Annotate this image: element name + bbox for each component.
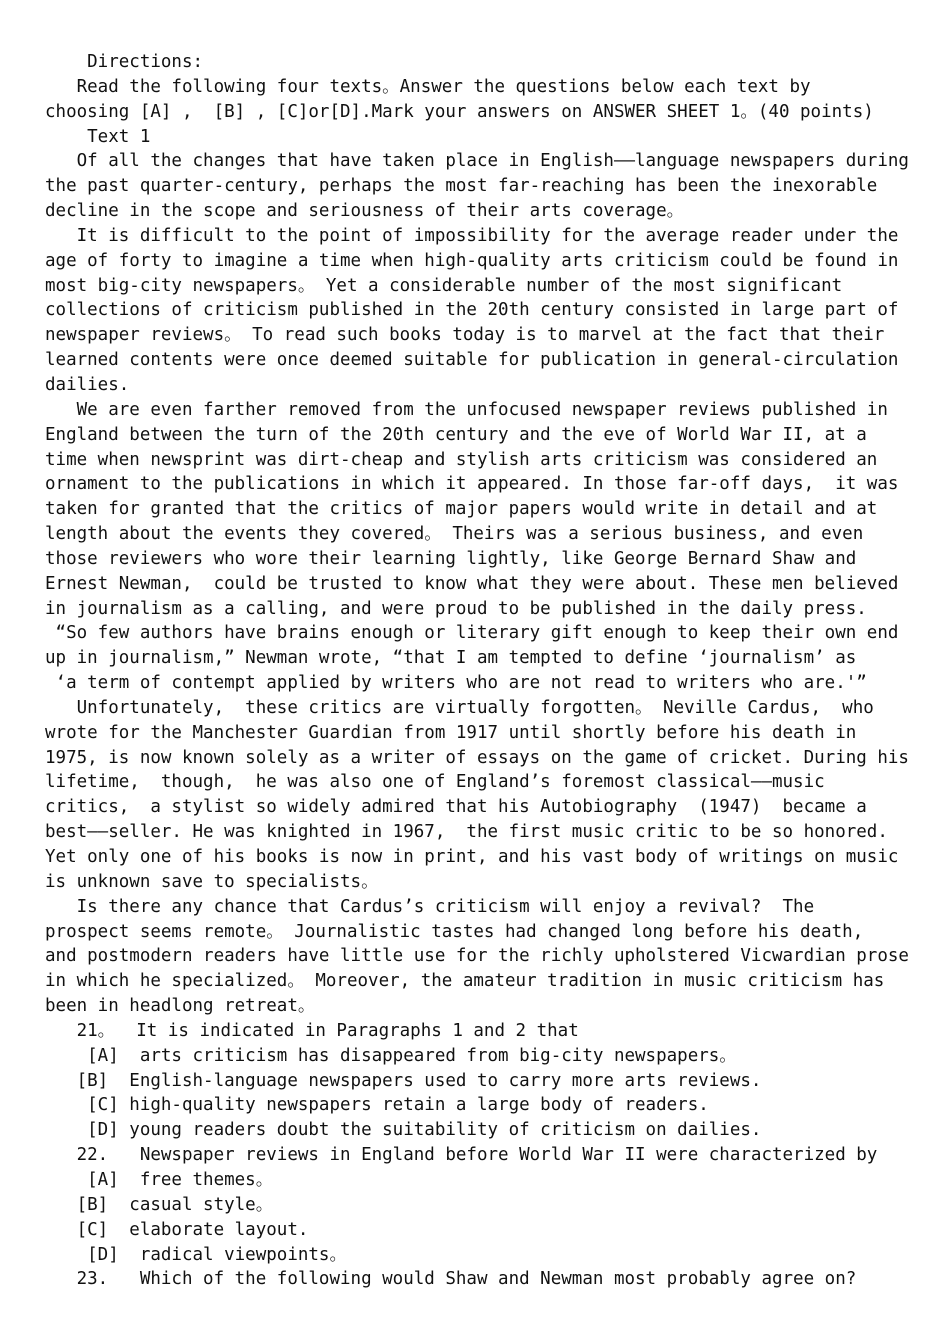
paragraph-4-line: 1975, is now known solely as a writer of essays on the game of cricket. During his [45, 747, 909, 768]
paragraph-3-line: length about the events they covered。 Theirs was a serious business, and even [45, 524, 864, 545]
paragraph-3-line: Ernest Newman, could be trusted to know what they were about. These men believed [45, 573, 899, 594]
question-23-stem: 23. Which of the following would Shaw and Newman most probably agree on? [45, 1269, 857, 1290]
directions-text: Read the following four texts。Answer the questions below each text by [45, 76, 811, 97]
paragraph-4-line: critics, a stylist so widely admired that his Autobiography (1947) became a [45, 797, 867, 818]
paragraph-5-line: prospect seems remote。 Journalistic tastes had changed long before his death, [45, 921, 864, 942]
question-21-option-c: [C] high-quality newspapers retain a large body of readers. [45, 1095, 709, 1116]
paragraph-3-line: ‘a term of contempt applied by writers who are not read to writers who are.'” [45, 673, 867, 694]
paragraph-4-line: Unfortunately, these critics are virtually forgotten。 Neville Cardus, who [45, 697, 874, 718]
paragraph-3-line: ornament to the publications in which it appeared. In those far-off days, it was [45, 474, 899, 495]
paragraph-3-line: “So few authors have brains enough or literary gift enough to keep their own end [45, 623, 899, 644]
paragraph-1-line: the past quarter-century, perhaps the most far-reaching has been the inexorable [45, 176, 878, 197]
question-22-stem: 22. Newspaper reviews in England before World War II were characterized by [45, 1145, 878, 1166]
paragraph-4-line: is unknown save to specialists。 [45, 871, 379, 892]
paragraph-2-line: age of forty to imagine a time when high-quality arts criticism could be found in [45, 250, 899, 271]
paragraph-3-line: in journalism as a calling, and were proud to be published in the daily press. [45, 598, 867, 619]
paragraph-2-line: learned contents were once deemed suitable for publication in general-circulation [45, 350, 899, 371]
paragraph-4-line: wrote for the Manchester Guardian from 1917 until shortly before his death in [45, 722, 857, 743]
question-22-option-c: [C] elaborate layout. [45, 1219, 309, 1240]
paragraph-5-line: been in headlong retreat。 [45, 996, 316, 1017]
paragraph-3-line: We are even farther removed from the unfocused newspaper reviews published in [45, 399, 888, 420]
paragraph-4-line: Yet only one of his books is now in print, and his vast body of writings on music [45, 847, 899, 867]
text-1-heading: Text 1 [45, 126, 151, 147]
question-21-option-a: [A] arts criticism has disappeared from big-city newspapers。 [45, 1045, 737, 1066]
paragraph-2-line: It is difficult to the point of impossibility for the average reader under the [45, 225, 899, 246]
question-22-option-d: [D] radical viewpoints。 [45, 1244, 347, 1265]
paragraph-4-line: lifetime, though, he was also one of England’s foremost classical——music [45, 772, 825, 793]
paragraph-2-line: dailies. [45, 374, 130, 395]
question-21-option-d: [D] young readers doubt the suitability of criticism on dailies. [45, 1120, 762, 1141]
directions-heading: Directions: [45, 52, 204, 72]
paragraph-2-line: collections of criticism published in the 20th century consisted in large part of [45, 300, 899, 321]
directions-text: choosing [A] , [B] , [C]or[D].Mark your answers on ANSWER SHEET 1。(40 points) [45, 101, 874, 122]
paragraph-3-line: taken for granted that the critics of major papers would write in detail and at [45, 499, 878, 520]
paragraph-3-line: those reviewers who wore their learning lightly, like George Bernard Shaw and [45, 548, 857, 569]
document-page [45, 50, 907, 1292]
paragraph-3-line: time when newsprint was dirt-cheap and stylish arts criticism was considered an [45, 449, 878, 470]
question-21-option-b: [B] English-language newspapers used to carry more arts reviews. [45, 1070, 762, 1091]
question-22-option-b: [B] casual style。 [45, 1194, 274, 1215]
question-21-stem: 21。 It is indicated in Paragraphs 1 and 2 that [45, 1020, 579, 1041]
paragraph-3-line: up in journalism,” Newman wrote, “that I am tempted to define ‘journalism’ as [45, 648, 857, 669]
paragraph-1-line: decline in the scope and seriousness of their arts coverage。 [45, 201, 685, 222]
paragraph-5-line: in which he specialized。 Moreover, the amateur tradition in music criticism has [45, 971, 885, 992]
paragraph-5-line: and postmodern readers have little use for the richly upholstered Vicwardian prose [45, 946, 909, 967]
paragraph-2-line: most big-city newspapers。 Yet a considerable number of the most significant [45, 275, 843, 296]
paragraph-1-line: Of all the changes that have taken place in English——language newspapers during [45, 151, 909, 172]
paragraph-2-line: newspaper reviews。 To read such books today is to marvel at the fact that their [45, 325, 885, 346]
paragraph-4-line: best——seller. He was knighted in 1967, the first music critic to be so honored. [45, 822, 888, 843]
paragraph-5-line: Is there any chance that Cardus’s criticism will enjoy a revival? The [45, 896, 815, 917]
paragraph-3-line: England between the turn of the 20th century and the eve of World War II, at a [45, 424, 867, 445]
question-22-option-a: [A] free themes。 [45, 1169, 274, 1190]
